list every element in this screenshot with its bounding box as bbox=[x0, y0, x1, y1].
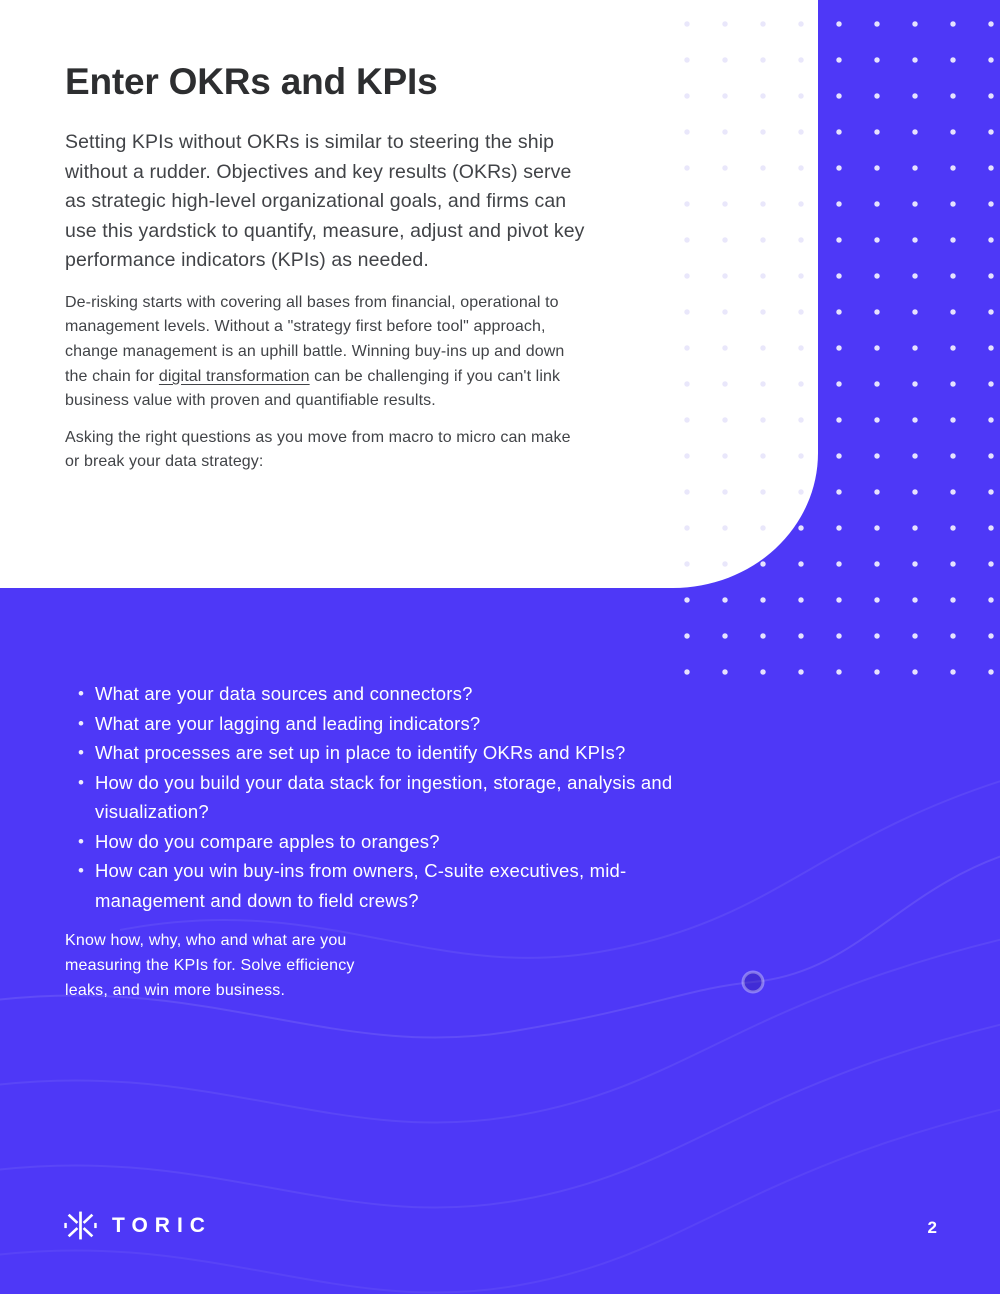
content-card bbox=[0, 0, 818, 588]
dot-pattern-faint bbox=[660, 0, 818, 588]
question-item: • What processes are set up in place to identify OKRs and KPIs? bbox=[65, 738, 727, 768]
summary-note: Know how, why, who and what are you measuring the KPIs for. Solve efficiency leaks, and win more business. bbox=[65, 932, 355, 999]
brand-name: TORIC bbox=[112, 1213, 212, 1237]
digital-transformation-link[interactable]: digital transformation bbox=[158, 367, 310, 385]
intro-section bbox=[65, 60, 589, 487]
page-number: 2 bbox=[927, 1218, 937, 1237]
question-item: • How do you build your data stack for ingestion, storage, analysis and visualization? bbox=[65, 768, 727, 827]
questions-list bbox=[65, 679, 727, 915]
question-item: • What are your data sources and connectors? bbox=[65, 679, 727, 709]
brand-logo bbox=[64, 1209, 212, 1242]
page-title: Enter OKRs and KPIs bbox=[65, 61, 438, 102]
wave-node-circle bbox=[743, 972, 763, 992]
questions-intro-paragraph: Asking the right questions as you move from macro to micro can make or break your data strategy: bbox=[65, 428, 571, 471]
derisking-paragraph bbox=[65, 291, 585, 414]
toric-logo-icon bbox=[64, 1209, 97, 1242]
paragraph-text-after-link: can be challenging if you can't link business value with proven and quantifiable results. bbox=[65, 367, 561, 410]
paragraph-text-before-link: De-risking starts with covering all bases from financial, operational to management levels. Without a "strategy first before tool" approach, change management is an uphill battle. Winning buy-ins up and down the chain for bbox=[65, 293, 565, 385]
question-item: • How can you win buy-ins from owners, C-suite executives, mid-management and down to field crews? bbox=[65, 856, 727, 915]
question-item: • What are your lagging and leading indicators? bbox=[65, 709, 727, 739]
lead-paragraph: Setting KPIs without OKRs is similar to steering the ship without a rudder. Objectives and key results (OKRs) serve as strategic high-level organizational goals, and firms can use this yardstick to quantify, measure, adjust and pivot key performance indicators (KPIs) as needed. bbox=[65, 131, 585, 272]
question-item: • How do you compare apples to oranges? bbox=[65, 827, 727, 857]
